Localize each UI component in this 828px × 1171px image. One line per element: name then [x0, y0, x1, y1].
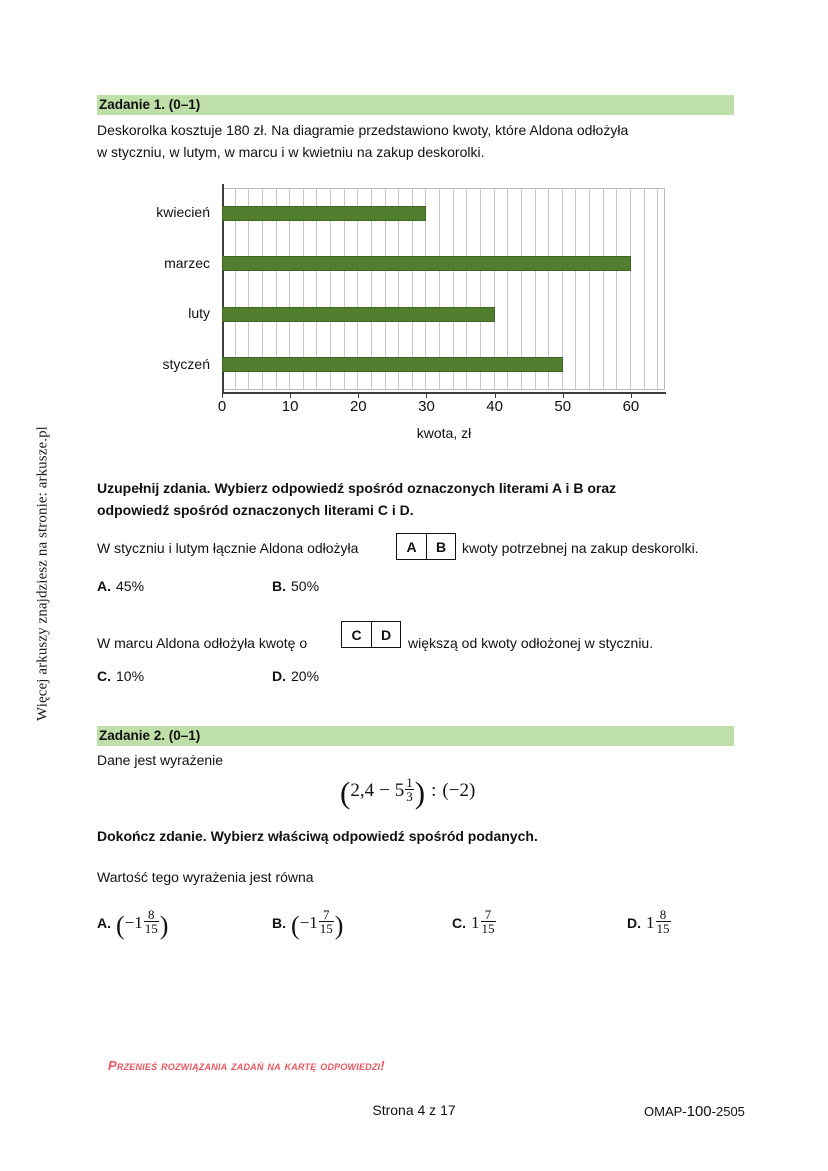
footer-code-prefix: OMAP- — [644, 1104, 687, 1119]
option-whole: 1 — [646, 912, 655, 932]
chart-x-axis — [222, 392, 666, 394]
option-frac-num: 7 — [484, 907, 492, 922]
task2-header-label: Zadanie 2. (0–1) — [99, 728, 201, 743]
task2-option-b[interactable] — [272, 908, 343, 941]
chart-gridline — [603, 189, 604, 389]
task1-intro-line2: w styczniu, w lutym, w marcu i w kwietniu na zakup deskorolki. — [97, 144, 485, 160]
task1-sentence2-before: W marcu Aldona odłożyła kwotę o — [97, 635, 308, 651]
task2-option-d[interactable] — [627, 908, 672, 936]
chart-x-tick-label: 50 — [554, 398, 572, 415]
chart-bar — [222, 357, 563, 372]
task1-header-label: Zadanie 1. (0–1) — [99, 97, 201, 112]
task1-option-b-label: B. — [272, 578, 286, 594]
expr-close-paren: ) — [414, 775, 426, 810]
chart-x-tick-label: 30 — [418, 398, 435, 415]
expr-frac-num: 1 — [406, 775, 413, 791]
option-fraction — [144, 908, 159, 936]
task2-option-c[interactable] — [452, 908, 497, 936]
option-frac-num: 7 — [323, 907, 330, 922]
expr-divisor: (−2) — [442, 780, 476, 801]
chart-gridline — [644, 189, 645, 389]
chart-x-tick-label: 40 — [486, 398, 503, 415]
task1-option-a-label: A. — [97, 578, 111, 594]
task1-option-d-text: 20% — [291, 668, 320, 684]
chart-x-tick-label: 10 — [281, 398, 299, 415]
chart-category-label: kwiecień — [156, 204, 210, 221]
answer-option-c-box[interactable]: C — [351, 626, 362, 643]
option-fraction — [319, 908, 334, 936]
expr-frac-den: 3 — [406, 789, 413, 805]
task1-option-a-text: 45% — [116, 578, 145, 594]
chart-gridline — [616, 189, 617, 389]
task1-option-b[interactable] — [272, 578, 319, 594]
chart-x-tick-label: 0 — [217, 398, 227, 415]
chart-category-label: marzec — [164, 254, 210, 271]
task2-prompt: Wartość tego wyrażenia jest równa — [97, 869, 314, 885]
option-frac-den: 15 — [656, 921, 670, 937]
task1-instruction-line1: Uzupełnij zdania. Wybierz odpowiedź spośród oznaczonych literami A i B oraz — [97, 480, 617, 496]
expr-whole: 5 — [394, 780, 405, 801]
chart-category-label: luty — [188, 305, 210, 322]
footer-code-suffix: -2505 — [711, 1104, 745, 1119]
expr-fraction — [405, 776, 414, 804]
footer-page-number: Strona 4 z 17 — [372, 1102, 456, 1118]
task1-option-a[interactable] — [97, 578, 144, 594]
task1-option-c[interactable] — [97, 668, 144, 684]
task1-sentence1-after: kwoty potrzebnej na zakup deskorolki. — [462, 540, 699, 556]
task1-option-c-label: C. — [97, 668, 111, 684]
chart-x-axis-title: kwota, zł — [416, 425, 472, 441]
option-whole: 1 — [309, 912, 318, 932]
option-frac-den: 15 — [481, 921, 495, 937]
chart-gridline — [630, 189, 631, 389]
task2-option-label: C. — [452, 914, 466, 931]
expr-first-term: 2,4 — [350, 780, 375, 801]
task2-header-band — [97, 726, 734, 746]
answer-box-ab[interactable] — [396, 533, 456, 560]
answer-option-a-box[interactable]: A — [406, 538, 417, 555]
chart-category-label: styczeń — [162, 355, 210, 372]
chart-gridline — [575, 189, 576, 389]
task2-option-label: B. — [272, 914, 286, 931]
task1-intro-line1: Deskorolka kosztuje 180 zł. Na diagramie przedstawiono kwoty, które Aldona odłożyła — [97, 122, 629, 138]
task2-option-label: D. — [627, 914, 641, 931]
task1-option-c-text: 10% — [116, 668, 145, 684]
expr-open-paren: ( — [340, 775, 351, 810]
task1-instruction-line2: odpowiedź spośród oznaczonych literami C i D. — [97, 502, 414, 518]
task1-header-band — [97, 95, 734, 115]
option-close-paren: ) — [159, 910, 169, 940]
task1-option-d-label: D. — [272, 668, 286, 684]
chart-x-tick-label: 20 — [349, 398, 367, 415]
option-fraction — [481, 908, 496, 936]
option-fraction — [656, 908, 671, 936]
task2-expression — [340, 775, 475, 811]
task1-sentence1-before: W styczniu i lutym łącznie Aldona odłożyła — [97, 540, 359, 556]
option-close-paren: ) — [334, 910, 344, 940]
option-open-paren: ( — [291, 910, 300, 940]
chart-x-tick-label: 60 — [622, 398, 640, 415]
task1-sentence2-after: większą od kwoty odłożonej w styczniu. — [408, 635, 654, 651]
chart-gridline — [657, 189, 658, 389]
task2-intro: Dane jest wyrażenie — [97, 752, 224, 768]
option-frac-den: 15 — [144, 921, 158, 937]
chart-bar — [222, 307, 495, 322]
option-whole: 1 — [134, 912, 143, 932]
option-whole: 1 — [471, 912, 480, 932]
task1-option-d[interactable] — [272, 668, 319, 684]
task2-option-label: A. — [97, 914, 111, 931]
chart-gridline — [589, 189, 590, 389]
option-frac-num: 8 — [148, 907, 155, 922]
expr-divide: : — [431, 780, 437, 801]
footer-code-mid: 100 — [686, 1103, 712, 1120]
task2-option-a[interactable] — [97, 908, 168, 941]
footer-notice: Przenieś rozwiązania zadań na kartę odpowiedzi! — [108, 1058, 385, 1073]
chart-bar — [222, 256, 631, 271]
answer-option-d-box[interactable]: D — [371, 622, 400, 647]
savings-bar-chart — [130, 180, 690, 450]
answer-option-b-box[interactable]: B — [426, 534, 455, 559]
option-frac-num: 8 — [659, 907, 667, 922]
option-sign: − — [299, 912, 310, 932]
side-watermark: Więcej arkuszy znajdziesz na stronie: arkusze.pl — [34, 426, 51, 721]
task1-option-b-text: 50% — [291, 578, 320, 594]
chart-bar — [222, 206, 426, 221]
task2-instruction: Dokończ zdanie. Wybierz właściwą odpowiedź spośród podanych. — [97, 828, 538, 844]
option-open-paren: ( — [116, 910, 125, 940]
option-sign: − — [124, 912, 135, 932]
answer-box-cd[interactable] — [341, 621, 401, 648]
option-frac-den: 15 — [319, 921, 333, 937]
expr-operator: − — [379, 780, 390, 801]
footer-sheet-code — [644, 1103, 745, 1120]
